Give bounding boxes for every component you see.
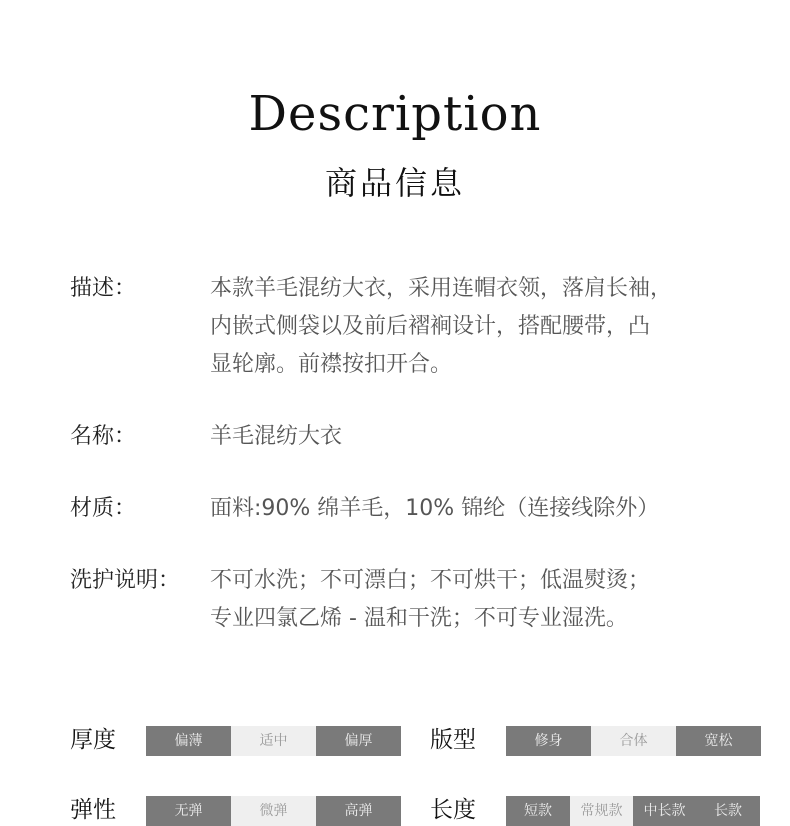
material-value [210, 490, 740, 528]
name-value [210, 418, 740, 456]
fit-option-loose: 宽松 [676, 726, 761, 756]
fit-option-slim: 修身 [506, 726, 591, 756]
title-english: Description [248, 86, 542, 142]
description-value [210, 270, 740, 384]
care-line: 不可水洗；不可漂白；不可烘干；低温熨烫； [210, 568, 651, 593]
care-label: 洗护说明： [70, 568, 181, 593]
description-label: 描述： [70, 276, 137, 301]
material-text: 面料:90% 绵羊毛，10% 锦纶（连接线除外） [210, 496, 660, 521]
elasticity-scale [146, 796, 401, 826]
elasticity-option-slight: 微弹 [231, 796, 316, 826]
fit-scale [506, 726, 761, 756]
thickness-option-medium: 适中 [231, 726, 316, 756]
description-line: 内嵌式侧袋以及前后褶裥设计，搭配腰带，凸 [210, 314, 651, 339]
length-scale [506, 796, 760, 826]
name-label: 名称： [70, 424, 137, 449]
thickness-option-thin: 偏薄 [146, 726, 231, 756]
name-text: 羊毛混纺大衣 [210, 424, 343, 449]
care-line: 专业四氯乙烯 - 温和干洗；不可专业湿洗。 [210, 606, 628, 631]
description-line: 本款羊毛混纺大衣，采用连帽衣领，落肩长袖， [210, 276, 673, 301]
spec-length [430, 796, 760, 826]
length-option-short: 短款 [506, 796, 570, 826]
spec-thickness [70, 726, 400, 756]
thickness-label: 厚度 [70, 727, 116, 753]
material-label: 材质： [70, 496, 137, 521]
title-chinese: 商品信息 [324, 164, 465, 202]
elasticity-option-high: 高弹 [316, 796, 401, 826]
thickness-option-thick: 偏厚 [316, 726, 401, 756]
care-value [210, 562, 740, 638]
length-label: 长度 [430, 797, 476, 823]
fit-label: 版型 [430, 727, 476, 753]
thickness-scale [146, 726, 401, 756]
spec-elasticity [70, 796, 400, 826]
description-line: 显轮廓。前襟按扣开合。 [210, 352, 453, 377]
fit-option-regular: 合体 [591, 726, 676, 756]
elasticity-option-none: 无弹 [146, 796, 231, 826]
elasticity-label: 弹性 [70, 797, 116, 823]
length-option-long: 长款 [696, 796, 760, 826]
spec-fit [430, 726, 760, 756]
length-option-midlong: 中长款 [633, 796, 696, 826]
length-option-regular: 常规款 [570, 796, 633, 826]
